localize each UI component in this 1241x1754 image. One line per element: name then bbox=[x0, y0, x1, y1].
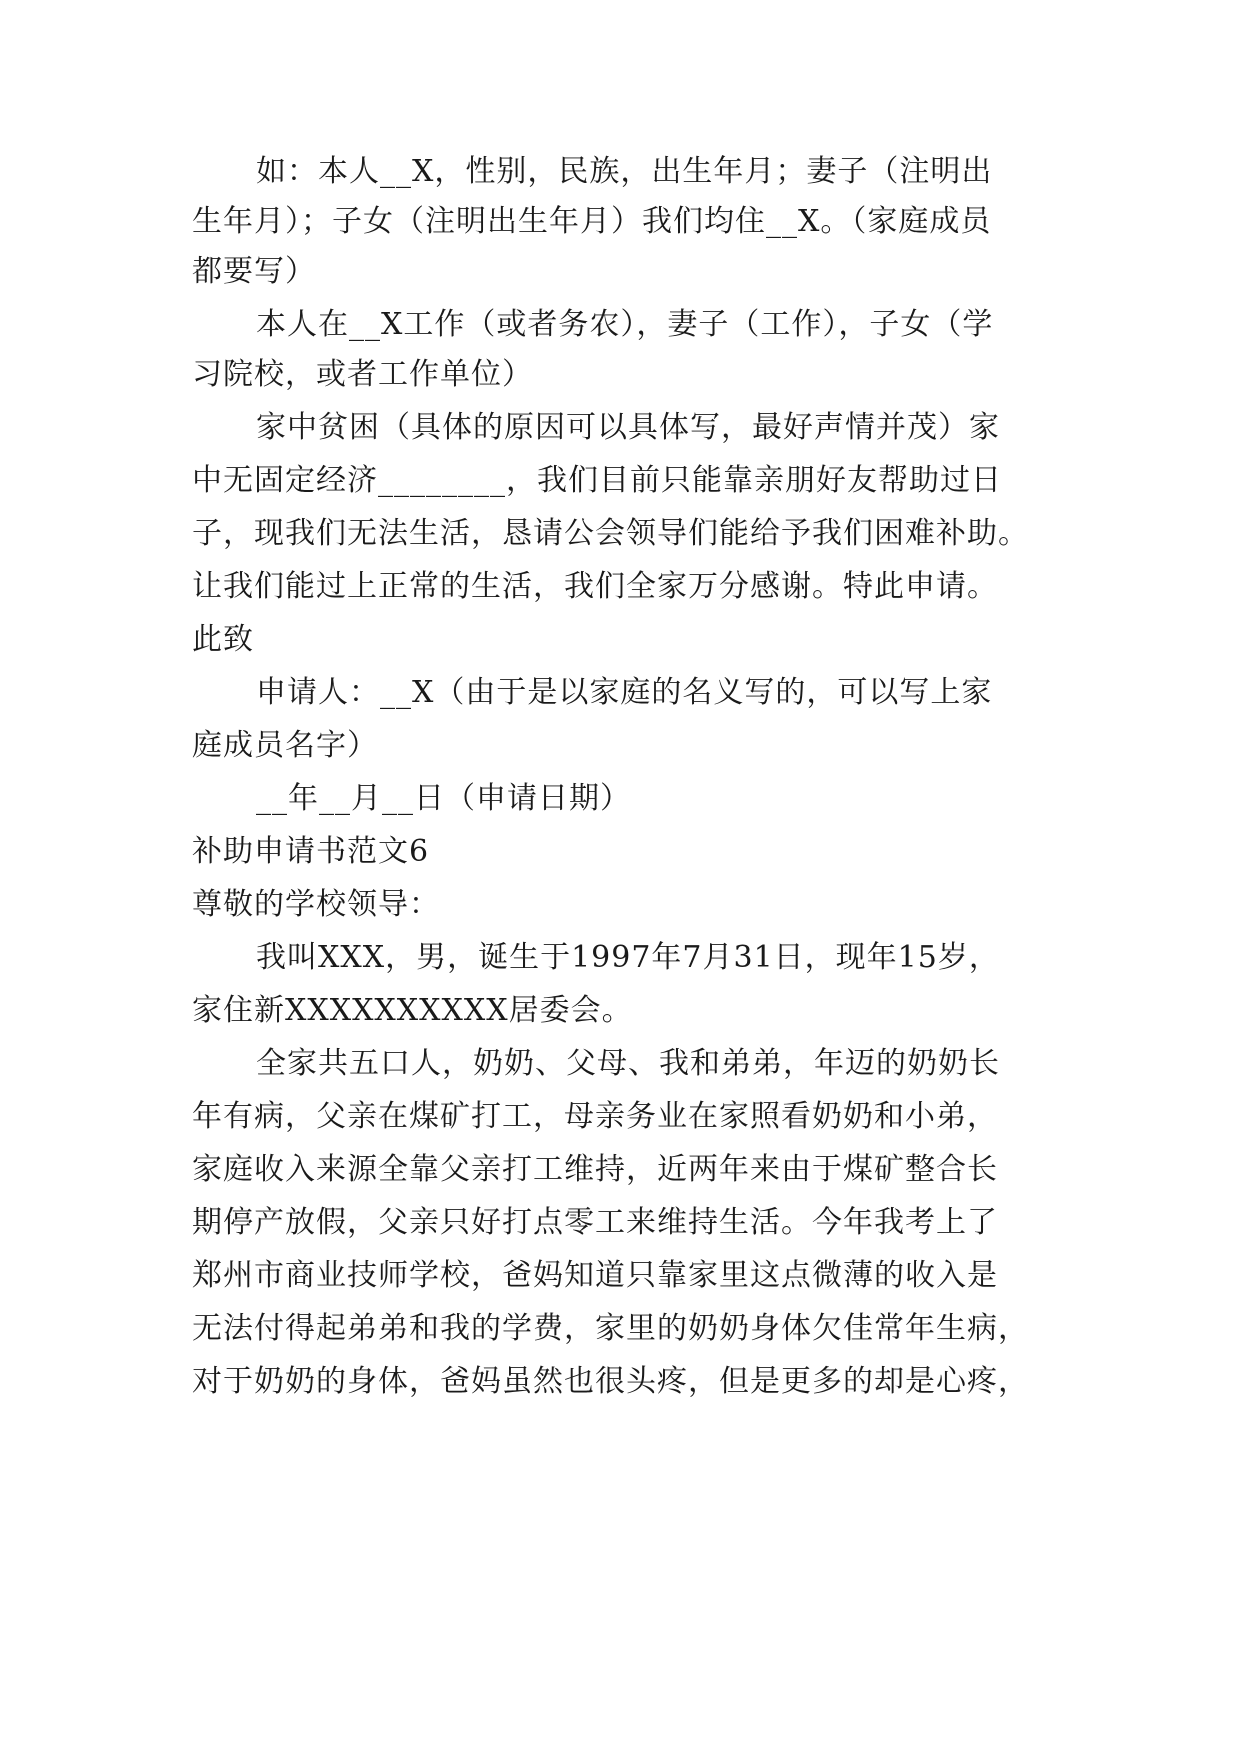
paragraph-line: 郑州市商业技师学校，爸妈知道只靠家里这点微薄的收入是 bbox=[192, 1258, 998, 1293]
paragraph-line: 生年月）；子女（注明出生年月）我们均住__X。（家庭成员 bbox=[192, 204, 992, 239]
paragraph-line: 全家共五口人，奶奶、父母、我和弟弟，年迈的奶奶长 bbox=[256, 1046, 1000, 1081]
paragraph-line: 对于奶奶的身体，爸妈虽然也很头疼，但是更多的却是心疼， bbox=[192, 1364, 1029, 1399]
paragraph-line: 如：本人__X，性别，民族，出生年月；妻子（注明出 bbox=[256, 154, 993, 189]
applicant-line: 申请人：__X（由于是以家庭的名义写的，可以写上家 bbox=[256, 675, 993, 710]
paragraph-line: 期停产放假，父亲只好打点零工来维持生活。今年我考上了 bbox=[192, 1205, 998, 1240]
salutation: 尊敬的学校领导： bbox=[192, 887, 440, 922]
paragraph-line: 中无固定经济________，我们目前只能靠亲朋好友帮助过日 bbox=[192, 463, 1002, 498]
paragraph-line: 家庭收入来源全靠父亲打工维持，近两年来由于煤矿整合长 bbox=[192, 1152, 998, 1187]
paragraph-line: 习院校，或者工作单位） bbox=[192, 357, 533, 392]
section-heading: 补助申请书范文6 bbox=[192, 834, 430, 869]
paragraph-line: 无法付得起弟弟和我的学费，家里的奶奶身体欠佳常年生病， bbox=[192, 1311, 1029, 1346]
paragraph-line: 我叫XXX，男，诞生于1997年7月31日，现年15岁， bbox=[256, 940, 1000, 975]
date-line: __年__月__日（申请日期） bbox=[256, 781, 631, 816]
paragraph-line: 都要写） bbox=[192, 254, 316, 289]
paragraph-line: 家住新XXXXXXXXXX居委会。 bbox=[192, 993, 633, 1028]
paragraph-line: 年有病，父亲在煤矿打工，母亲务业在家照看奶奶和小弟， bbox=[192, 1099, 998, 1134]
paragraph-line: 本人在__X工作（或者务农），妻子（工作），子女（学 bbox=[256, 307, 994, 342]
paragraph-line: 让我们能过上正常的生活，我们全家万分感谢。特此申请。 bbox=[192, 569, 998, 604]
paragraph-line: 家中贫困（具体的原因可以具体写，最好声情并茂）家 bbox=[256, 410, 1000, 445]
paragraph-line: 庭成员名字） bbox=[192, 728, 378, 763]
paragraph-line: 子，现我们无法生活，恳请公会领导们能给予我们困难补助。 bbox=[192, 516, 1029, 551]
closing-line: 此致 bbox=[192, 622, 254, 657]
